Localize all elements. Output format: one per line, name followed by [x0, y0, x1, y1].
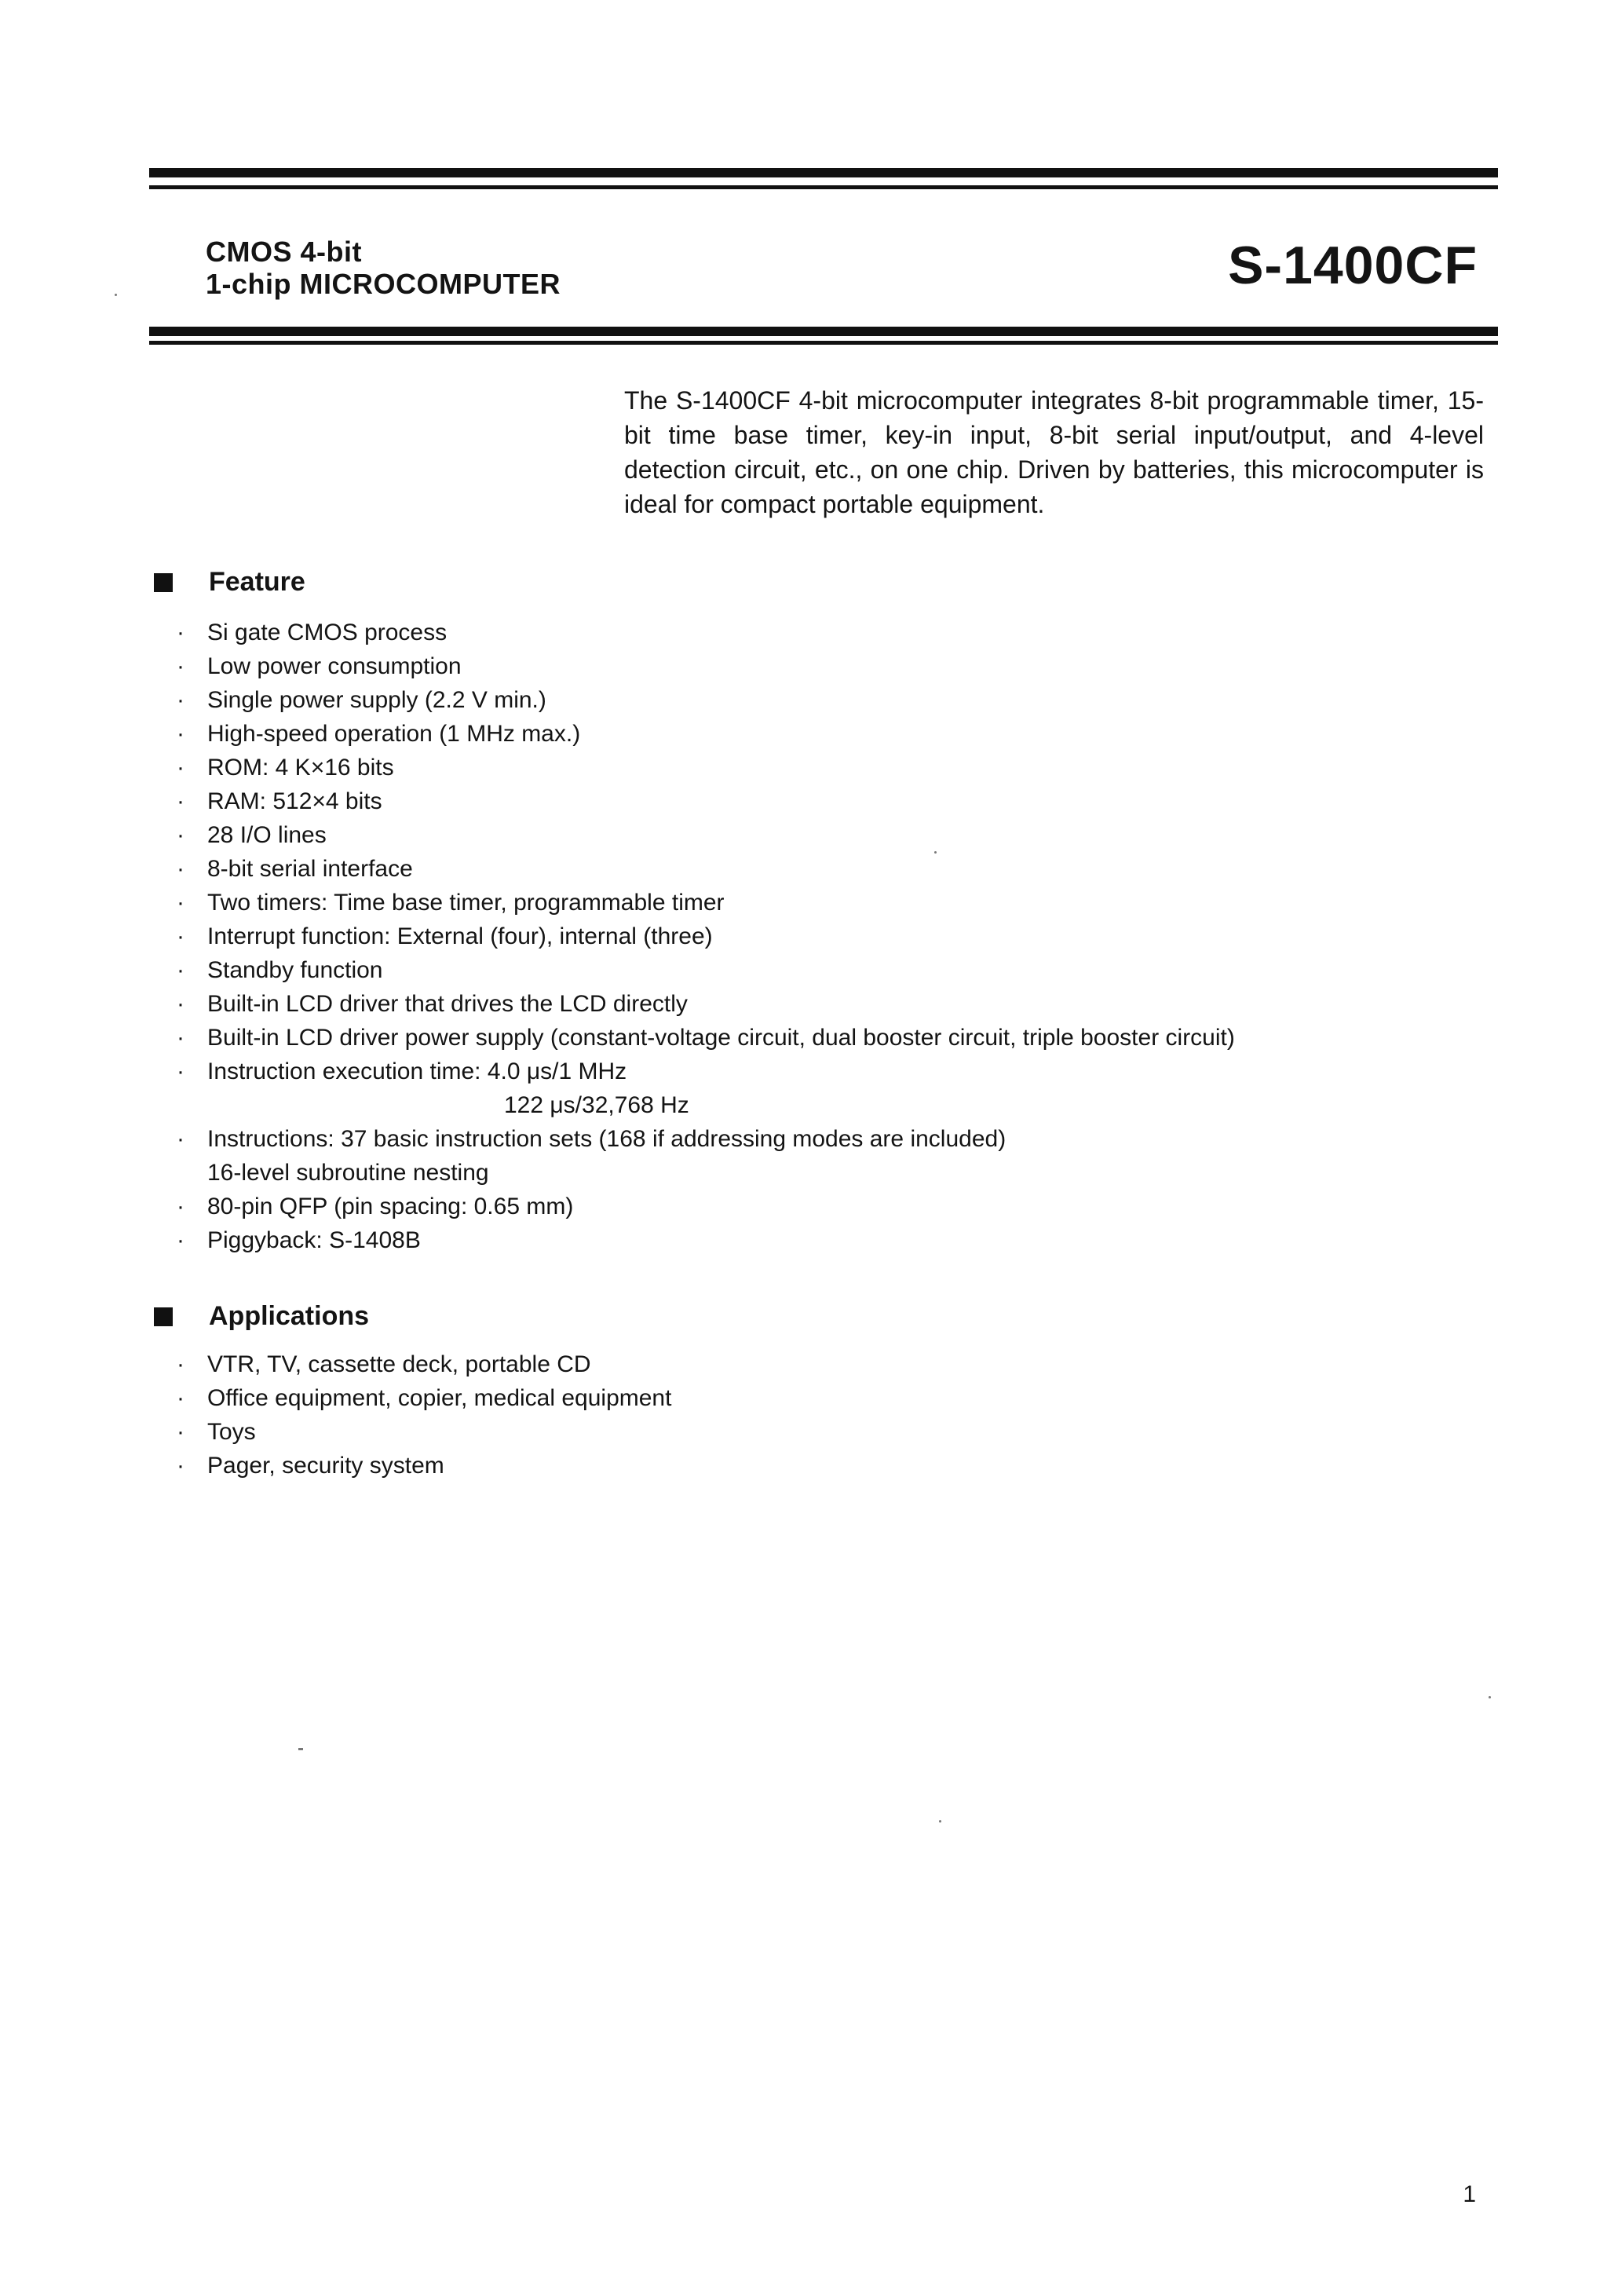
list-item — [174, 649, 1235, 683]
dot-bullet-icon: · — [177, 856, 184, 882]
list-item-text: 8-bit serial interface — [207, 856, 413, 882]
header-bottom-rule-thin — [149, 341, 1498, 345]
list-item — [174, 1381, 671, 1415]
list-item — [174, 1055, 1235, 1122]
list-item-text: Built-in LCD driver power supply (constant-voltage circuit, dual booster circuit, triple booster circuit) — [207, 1025, 1235, 1051]
applications-heading — [154, 1301, 369, 1332]
dot-bullet-icon: · — [177, 721, 184, 747]
list-item-text: Pager, security system — [207, 1453, 444, 1479]
list-item — [174, 852, 1235, 886]
applications-list — [174, 1347, 671, 1483]
dot-bullet-icon: · — [177, 1058, 184, 1084]
dot-bullet-icon: · — [177, 1126, 184, 1152]
dot-bullet-icon: · — [177, 653, 184, 679]
applications-heading-text: Applications — [209, 1301, 370, 1331]
part-number-title: S-1400CF — [1228, 236, 1478, 295]
dot-bullet-icon: · — [177, 755, 184, 781]
dot-bullet-icon: · — [177, 1025, 184, 1051]
list-item-text: 80-pin QFP (pin spacing: 0.65 mm) — [207, 1194, 574, 1219]
scan-speck — [1489, 1696, 1491, 1698]
list-item-text: Single power supply (2.2 V min.) — [207, 687, 546, 713]
page-number: 1 — [1463, 2181, 1476, 2207]
list-item-text: Si gate CMOS process — [207, 620, 448, 645]
list-item-text: Low power consumption — [207, 653, 462, 679]
document-subtitle — [206, 236, 561, 300]
dot-bullet-icon: · — [177, 890, 184, 916]
list-item-text: Instruction execution time: 4.0 μs/1 MHz — [207, 1058, 627, 1084]
list-item — [174, 886, 1235, 919]
list-item-text: 28 I/O lines — [207, 822, 327, 848]
square-bullet-icon — [154, 1307, 173, 1326]
list-item — [174, 919, 1235, 953]
list-item-text: Standby function — [207, 957, 383, 983]
list-item-continuation: 16-level subroutine nesting — [207, 1160, 489, 1186]
list-item — [174, 953, 1235, 987]
list-item-text: VTR, TV, cassette deck, portable CD — [207, 1351, 591, 1377]
list-item-text: High-speed operation (1 MHz max.) — [207, 721, 581, 747]
intro-paragraph: The S-1400CF 4-bit microcomputer integrates 8-bit programmable timer, 15-bit time base timer, key-in input, 8-bit serial input/output, and 4-level detection circuit, etc., on one chip. Driven by batteries, this microcomputer is ideal for compact portable equipment. — [624, 386, 1484, 518]
list-item — [174, 1415, 671, 1449]
list-item — [174, 987, 1235, 1021]
list-item — [174, 1190, 1235, 1223]
list-item — [174, 818, 1235, 852]
scan-speck — [934, 851, 937, 854]
list-item — [174, 1021, 1235, 1055]
dot-bullet-icon: · — [177, 620, 184, 645]
dot-bullet-icon: · — [177, 923, 184, 949]
dot-bullet-icon: · — [177, 1227, 184, 1253]
feature-heading — [154, 567, 305, 598]
feature-list — [174, 616, 1235, 1257]
dot-bullet-icon: · — [177, 788, 184, 814]
feature-heading-text: Feature — [209, 567, 305, 597]
list-item-text: Instructions: 37 basic instruction sets (168 if addressing modes are included) — [207, 1126, 1006, 1152]
dot-bullet-icon: · — [177, 687, 184, 713]
list-item-text: Built-in LCD driver that drives the LCD directly — [207, 991, 688, 1017]
dot-bullet-icon: · — [177, 991, 184, 1017]
header-rule-thin — [149, 185, 1498, 189]
subtitle-line-1: CMOS 4-bit — [206, 236, 362, 268]
list-item — [174, 1449, 671, 1483]
list-item-continuation: 122 μs/32,768 Hz — [504, 1092, 689, 1118]
list-item — [174, 784, 1235, 818]
scan-speck — [115, 294, 117, 296]
list-item — [174, 751, 1235, 784]
dot-bullet-icon: · — [177, 1194, 184, 1219]
scan-speck — [939, 1820, 941, 1823]
list-item-text: Office equipment, copier, medical equipment — [207, 1385, 672, 1411]
square-bullet-icon — [154, 573, 173, 592]
dot-bullet-icon: · — [177, 1453, 184, 1479]
list-item — [174, 1223, 1235, 1257]
list-item-text: Toys — [207, 1419, 256, 1445]
list-item-text: Interrupt function: External (four), internal (three) — [207, 923, 713, 949]
dot-bullet-icon: · — [177, 1385, 184, 1411]
list-item — [174, 1347, 671, 1381]
dot-bullet-icon: · — [177, 1351, 184, 1377]
list-item-text: Piggyback: S-1408B — [207, 1227, 421, 1253]
list-item-text: ROM: 4 K×16 bits — [207, 755, 394, 781]
list-item — [174, 717, 1235, 751]
list-item — [174, 683, 1235, 717]
subtitle-line-2: 1-chip MICROCOMPUTER — [206, 268, 561, 300]
list-item-text: Two timers: Time base timer, programmable timer — [207, 890, 725, 916]
list-item — [174, 1122, 1235, 1190]
list-item — [174, 616, 1235, 649]
scan-speck — [298, 1748, 303, 1750]
header-rule-thick — [149, 168, 1498, 177]
dot-bullet-icon: · — [177, 1419, 184, 1445]
dot-bullet-icon: · — [177, 957, 184, 983]
dot-bullet-icon: · — [177, 822, 184, 848]
list-item-text: RAM: 512×4 bits — [207, 788, 382, 814]
header-bottom-rule-thick — [149, 327, 1498, 336]
